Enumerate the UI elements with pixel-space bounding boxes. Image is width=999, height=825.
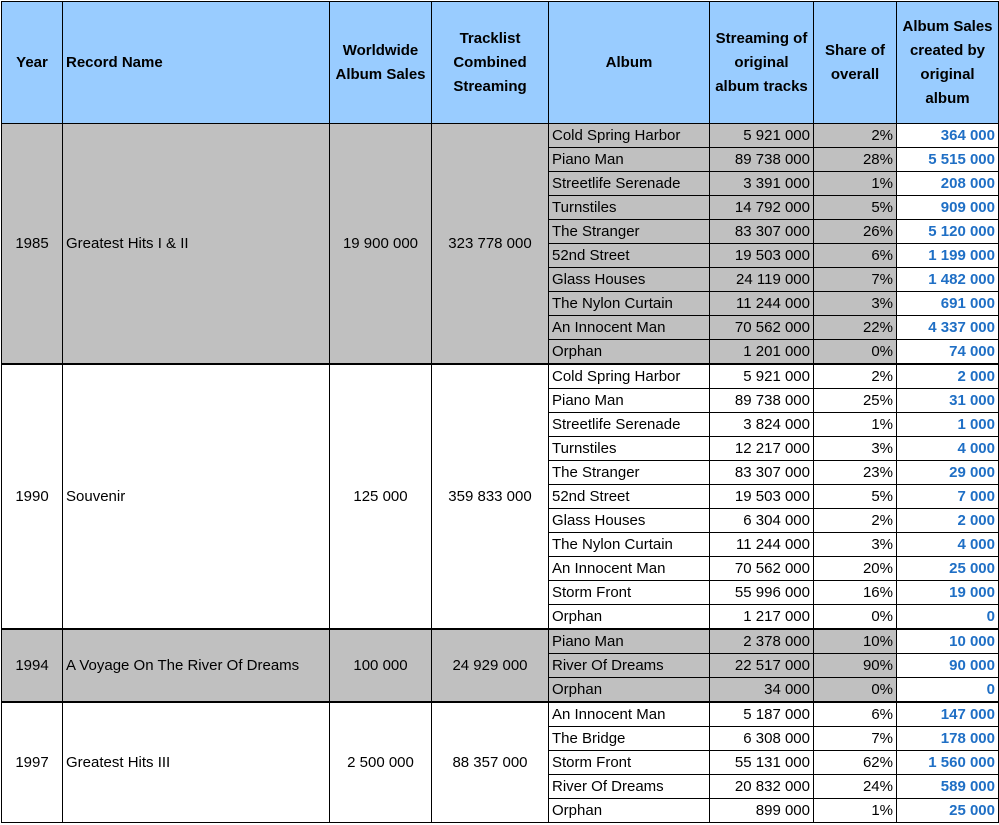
sales-created-cell: 147 000 bbox=[897, 702, 999, 727]
record-name-cell: Souvenir bbox=[63, 364, 330, 629]
table-body bbox=[2, 124, 999, 823]
sales-created-cell: 2 000 bbox=[897, 364, 999, 389]
streaming-cell: 55 131 000 bbox=[710, 751, 814, 775]
share-cell: 28% bbox=[814, 148, 897, 172]
album-cell: Storm Front bbox=[549, 581, 710, 605]
streaming-cell: 14 792 000 bbox=[710, 196, 814, 220]
header-album: Album bbox=[549, 2, 710, 124]
header-sales-created: Album Sales created by original album bbox=[897, 2, 999, 124]
header-row bbox=[2, 2, 999, 124]
combined-streaming-cell: 359 833 000 bbox=[432, 364, 549, 629]
album-cell: Storm Front bbox=[549, 751, 710, 775]
album-cell: An Innocent Man bbox=[549, 316, 710, 340]
share-cell: 1% bbox=[814, 172, 897, 196]
album-cell: Orphan bbox=[549, 605, 710, 630]
share-cell: 3% bbox=[814, 533, 897, 557]
streaming-cell: 89 738 000 bbox=[710, 389, 814, 413]
streaming-cell: 3 391 000 bbox=[710, 172, 814, 196]
sales-created-cell: 589 000 bbox=[897, 775, 999, 799]
worldwide-sales-cell: 19 900 000 bbox=[330, 124, 432, 365]
album-cell: Cold Spring Harbor bbox=[549, 124, 710, 148]
album-cell: Piano Man bbox=[549, 389, 710, 413]
sales-created-cell: 10 000 bbox=[897, 629, 999, 654]
header-year: Year bbox=[2, 2, 63, 124]
share-cell: 6% bbox=[814, 244, 897, 268]
worldwide-sales-cell: 2 500 000 bbox=[330, 702, 432, 823]
sales-created-cell: 1 000 bbox=[897, 413, 999, 437]
streaming-cell: 5 921 000 bbox=[710, 124, 814, 148]
share-cell: 22% bbox=[814, 316, 897, 340]
share-cell: 0% bbox=[814, 605, 897, 630]
worldwide-sales-cell: 125 000 bbox=[330, 364, 432, 629]
sales-created-cell: 208 000 bbox=[897, 172, 999, 196]
streaming-cell: 24 119 000 bbox=[710, 268, 814, 292]
album-cell: 52nd Street bbox=[549, 244, 710, 268]
record-name-cell: Greatest Hits III bbox=[63, 702, 330, 823]
sales-created-cell: 7 000 bbox=[897, 485, 999, 509]
sales-created-cell: 5 515 000 bbox=[897, 148, 999, 172]
share-cell: 5% bbox=[814, 485, 897, 509]
share-cell: 10% bbox=[814, 629, 897, 654]
share-cell: 7% bbox=[814, 727, 897, 751]
album-cell: The Stranger bbox=[549, 220, 710, 244]
share-cell: 6% bbox=[814, 702, 897, 727]
sales-created-cell: 29 000 bbox=[897, 461, 999, 485]
sales-created-cell: 25 000 bbox=[897, 799, 999, 823]
share-cell: 16% bbox=[814, 581, 897, 605]
share-cell: 90% bbox=[814, 654, 897, 678]
streaming-cell: 89 738 000 bbox=[710, 148, 814, 172]
album-cell: Turnstiles bbox=[549, 437, 710, 461]
streaming-cell: 70 562 000 bbox=[710, 316, 814, 340]
album-cell: The Nylon Curtain bbox=[549, 292, 710, 316]
album-cell: Turnstiles bbox=[549, 196, 710, 220]
streaming-cell: 6 308 000 bbox=[710, 727, 814, 751]
streaming-cell: 83 307 000 bbox=[710, 220, 814, 244]
streaming-cell: 83 307 000 bbox=[710, 461, 814, 485]
streaming-cell: 1 201 000 bbox=[710, 340, 814, 365]
sales-created-cell: 0 bbox=[897, 678, 999, 703]
streaming-cell: 11 244 000 bbox=[710, 533, 814, 557]
album-cell: 52nd Street bbox=[549, 485, 710, 509]
sales-created-cell: 31 000 bbox=[897, 389, 999, 413]
album-cell: Orphan bbox=[549, 799, 710, 823]
album-cell: Orphan bbox=[549, 678, 710, 703]
album-cell: The Stranger bbox=[549, 461, 710, 485]
sales-created-cell: 691 000 bbox=[897, 292, 999, 316]
share-cell: 2% bbox=[814, 124, 897, 148]
streaming-cell: 11 244 000 bbox=[710, 292, 814, 316]
streaming-cell: 20 832 000 bbox=[710, 775, 814, 799]
streaming-cell: 34 000 bbox=[710, 678, 814, 703]
sales-created-cell: 4 000 bbox=[897, 437, 999, 461]
streaming-cell: 6 304 000 bbox=[710, 509, 814, 533]
streaming-cell: 5 187 000 bbox=[710, 702, 814, 727]
sales-created-cell: 25 000 bbox=[897, 557, 999, 581]
record-name-cell: Greatest Hits I & II bbox=[63, 124, 330, 365]
album-cell: Piano Man bbox=[549, 629, 710, 654]
table-row bbox=[2, 702, 999, 727]
sales-created-cell: 2 000 bbox=[897, 509, 999, 533]
share-cell: 1% bbox=[814, 799, 897, 823]
album-cell: River Of Dreams bbox=[549, 654, 710, 678]
share-cell: 1% bbox=[814, 413, 897, 437]
streaming-cell: 70 562 000 bbox=[710, 557, 814, 581]
header-combined-streaming: Tracklist Combined Streaming bbox=[432, 2, 549, 124]
sales-created-cell: 178 000 bbox=[897, 727, 999, 751]
album-cell: An Innocent Man bbox=[549, 702, 710, 727]
album-cell: Glass Houses bbox=[549, 268, 710, 292]
album-cell: Glass Houses bbox=[549, 509, 710, 533]
combined-streaming-cell: 88 357 000 bbox=[432, 702, 549, 823]
share-cell: 7% bbox=[814, 268, 897, 292]
record-name-cell: A Voyage On The River Of Dreams bbox=[63, 629, 330, 702]
combined-streaming-cell: 323 778 000 bbox=[432, 124, 549, 365]
header-streaming-original: Streaming of original album tracks bbox=[710, 2, 814, 124]
share-cell: 2% bbox=[814, 364, 897, 389]
year-cell: 1994 bbox=[2, 629, 63, 702]
album-cell: River Of Dreams bbox=[549, 775, 710, 799]
streaming-cell: 12 217 000 bbox=[710, 437, 814, 461]
sales-created-cell: 1 482 000 bbox=[897, 268, 999, 292]
year-cell: 1985 bbox=[2, 124, 63, 365]
streaming-cell: 22 517 000 bbox=[710, 654, 814, 678]
album-cell: Orphan bbox=[549, 340, 710, 365]
album-cell: The Nylon Curtain bbox=[549, 533, 710, 557]
album-cell: Streetlife Serenade bbox=[549, 413, 710, 437]
header-record-name: Record Name bbox=[63, 2, 330, 124]
streaming-cell: 19 503 000 bbox=[710, 485, 814, 509]
share-cell: 2% bbox=[814, 509, 897, 533]
sales-created-cell: 74 000 bbox=[897, 340, 999, 365]
sales-created-cell: 19 000 bbox=[897, 581, 999, 605]
combined-streaming-cell: 24 929 000 bbox=[432, 629, 549, 702]
streaming-cell: 19 503 000 bbox=[710, 244, 814, 268]
streaming-cell: 1 217 000 bbox=[710, 605, 814, 630]
share-cell: 24% bbox=[814, 775, 897, 799]
table-row bbox=[2, 364, 999, 389]
sales-table bbox=[1, 1, 999, 823]
share-cell: 20% bbox=[814, 557, 897, 581]
sales-created-cell: 909 000 bbox=[897, 196, 999, 220]
share-cell: 5% bbox=[814, 196, 897, 220]
streaming-cell: 3 824 000 bbox=[710, 413, 814, 437]
year-cell: 1990 bbox=[2, 364, 63, 629]
share-cell: 25% bbox=[814, 389, 897, 413]
album-cell: Piano Man bbox=[549, 148, 710, 172]
sales-created-cell: 4 337 000 bbox=[897, 316, 999, 340]
sales-created-cell: 0 bbox=[897, 605, 999, 630]
share-cell: 0% bbox=[814, 678, 897, 703]
share-cell: 3% bbox=[814, 292, 897, 316]
table-row bbox=[2, 629, 999, 654]
album-cell: Cold Spring Harbor bbox=[549, 364, 710, 389]
worldwide-sales-cell: 100 000 bbox=[330, 629, 432, 702]
album-cell: An Innocent Man bbox=[549, 557, 710, 581]
year-cell: 1997 bbox=[2, 702, 63, 823]
header-worldwide-sales: Worldwide Album Sales bbox=[330, 2, 432, 124]
share-cell: 0% bbox=[814, 340, 897, 365]
album-cell: The Bridge bbox=[549, 727, 710, 751]
sales-created-cell: 1 199 000 bbox=[897, 244, 999, 268]
sales-created-cell: 364 000 bbox=[897, 124, 999, 148]
header-share: Share of overall bbox=[814, 2, 897, 124]
sales-created-cell: 5 120 000 bbox=[897, 220, 999, 244]
streaming-cell: 899 000 bbox=[710, 799, 814, 823]
share-cell: 3% bbox=[814, 437, 897, 461]
sales-created-cell: 4 000 bbox=[897, 533, 999, 557]
sales-created-cell: 1 560 000 bbox=[897, 751, 999, 775]
streaming-cell: 5 921 000 bbox=[710, 364, 814, 389]
album-cell: Streetlife Serenade bbox=[549, 172, 710, 196]
streaming-cell: 2 378 000 bbox=[710, 629, 814, 654]
share-cell: 23% bbox=[814, 461, 897, 485]
table-row bbox=[2, 124, 999, 148]
share-cell: 26% bbox=[814, 220, 897, 244]
sales-created-cell: 90 000 bbox=[897, 654, 999, 678]
streaming-cell: 55 996 000 bbox=[710, 581, 814, 605]
share-cell: 62% bbox=[814, 751, 897, 775]
